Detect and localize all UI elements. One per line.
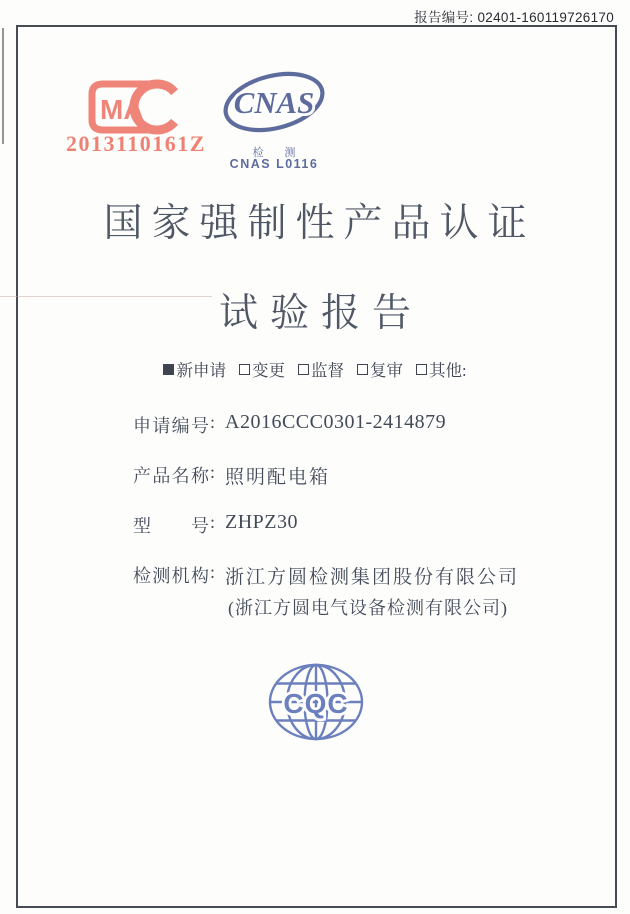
report-number-value: 02401-160119726170 [477, 10, 614, 25]
document-title: 国家强制性产品认证 [103, 202, 536, 245]
checkbox-icon [416, 364, 427, 375]
option-supervision [298, 357, 344, 381]
checkbox-icon [239, 364, 250, 375]
field-value: 照明配电箱 [225, 467, 331, 488]
org-name-line2: (浙江方圆电气设备检测有限公司) [228, 598, 509, 618]
field-label: 型号 [133, 516, 209, 536]
field-testing-organization [133, 562, 519, 620]
checkbox-icon [357, 364, 368, 375]
field-value: A2016CCC0301-2414879 [225, 411, 447, 433]
option-change [239, 357, 285, 381]
org-name-line1: 浙江方圆检测集团股份有限公司 [225, 567, 520, 588]
field-colon: : [210, 562, 216, 582]
field-colon: : [210, 462, 216, 482]
field-colon: : [210, 512, 216, 532]
field-product-name [133, 462, 330, 489]
cqc-logo-icon [267, 660, 365, 744]
field-value [225, 562, 519, 620]
cnas-mark-text: CNAS [233, 86, 315, 121]
cma-mark-text: MA [100, 94, 144, 125]
document-subtitle: 试验报告 [218, 292, 423, 335]
option-label: 新申请 [176, 361, 226, 380]
field-label: 检测机构 [133, 566, 209, 586]
checkbox-icon [163, 364, 174, 375]
option-other [416, 357, 467, 381]
report-number-label: 报告编号: [414, 10, 474, 25]
cnas-logo-icon [216, 60, 332, 144]
application-type-row [0, 357, 630, 381]
option-review [357, 357, 403, 381]
cma-certificate-number: 2013110161Z [66, 131, 206, 156]
field-application-number [133, 412, 446, 438]
cnas-caption-cn: 检 测 [252, 147, 305, 159]
cnas-lab-code: CNAS L0116 [229, 157, 319, 171]
field-model [133, 512, 298, 538]
cqc-mark-text: CQC [283, 688, 349, 719]
option-label: 监督 [310, 361, 344, 380]
checkbox-icon [298, 364, 309, 375]
scan-edge-artifact [2, 28, 4, 144]
field-label: 申请编号 [133, 416, 209, 436]
report-number-line [414, 6, 614, 26]
option-label: 变更 [251, 361, 285, 380]
option-new-application [163, 357, 226, 381]
field-label: 产品名称 [133, 466, 209, 486]
field-colon: : [210, 412, 216, 432]
option-label: 其他: [428, 361, 467, 380]
option-label: 复审 [369, 361, 403, 380]
field-value: ZHPZ30 [225, 511, 299, 533]
cma-logo-icon [87, 78, 187, 136]
